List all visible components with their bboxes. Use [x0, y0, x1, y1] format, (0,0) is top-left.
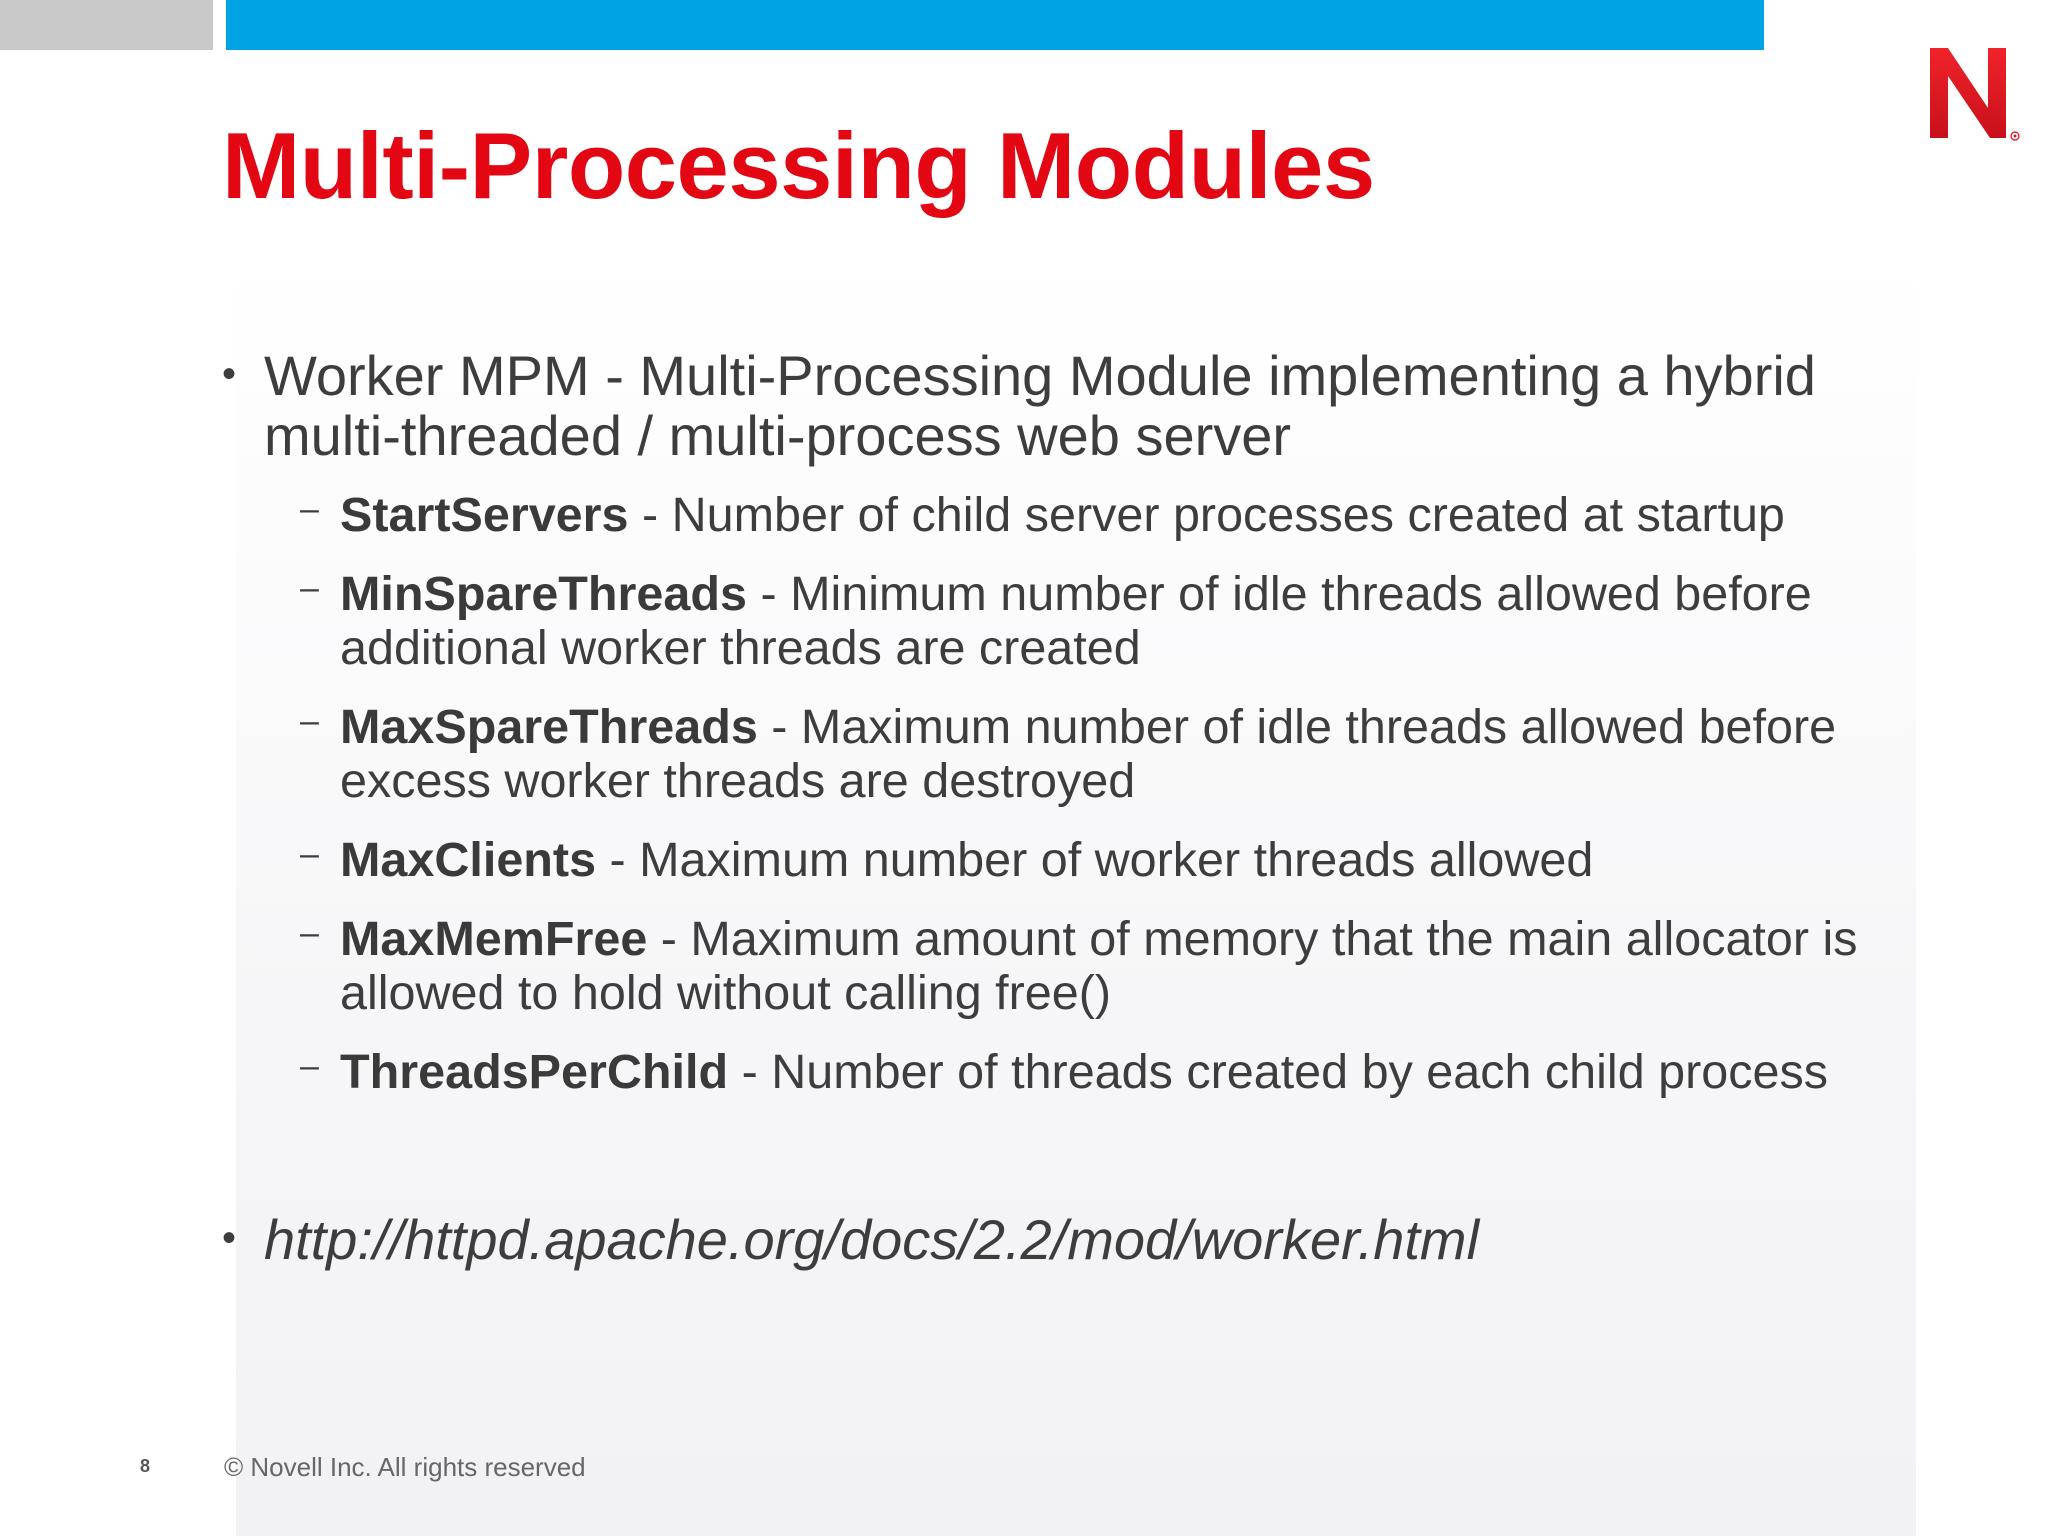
url-bullet [220, 1210, 1479, 1270]
bullet-dot: • [222, 352, 237, 396]
reference-url[interactable]: http://httpd.apache.org/docs/2.2/mod/worker.html [264, 1208, 1480, 1271]
novell-logo-icon [1922, 44, 2022, 148]
list-item [220, 833, 1960, 887]
bullet-dot: • [222, 1216, 237, 1260]
dash-marker: – [300, 569, 319, 607]
item-term: MaxClients [340, 833, 597, 887]
item-term: ThreadsPerChild [340, 1045, 729, 1099]
list-item [220, 567, 1960, 675]
item-description: - Minimum number of idle threads allowed before additional worker threads are created [340, 567, 1812, 675]
list-item [220, 700, 1960, 808]
item-description: - Maximum number of idle threads allowed before excess worker threads are destroyed [340, 700, 1837, 808]
page-number: 8 [140, 1456, 151, 1476]
item-term: MaxMemFree [340, 912, 648, 966]
item-description: - Number of threads created by each child process [728, 1045, 1828, 1099]
header-blue-bar [226, 0, 1764, 50]
header-gray-bar [0, 0, 213, 50]
list-item [220, 1045, 1960, 1099]
item-term: MaxSpareThreads [340, 700, 758, 754]
dash-marker: – [300, 914, 319, 952]
dash-marker: – [300, 1047, 319, 1085]
slide-content [220, 346, 1960, 1124]
item-description: - Maximum amount of memory that the main allocator is allowed to hold without calling free() [340, 912, 1858, 1020]
copyright-footer: © Novell Inc. All rights reserved [224, 1452, 586, 1482]
dash-marker: – [300, 702, 319, 740]
main-bullet [220, 346, 1960, 466]
item-description: - Number of child server processes created at startup [628, 488, 1785, 542]
item-description: - Maximum number of worker threads allowed [596, 833, 1594, 887]
item-term: MinSpareThreads [340, 567, 747, 621]
main-bullet-text: Worker MPM - Multi-Processing Module implementing a hybrid multi-threaded / multi-process web server [264, 344, 1816, 467]
slide-title: Multi-Processing Modules [222, 113, 1375, 218]
dash-marker: – [300, 490, 319, 528]
item-term: StartServers [340, 488, 629, 542]
list-item [220, 488, 1960, 542]
list-item [220, 912, 1960, 1020]
dash-marker: – [300, 835, 319, 873]
parameter-list [220, 488, 1960, 1099]
